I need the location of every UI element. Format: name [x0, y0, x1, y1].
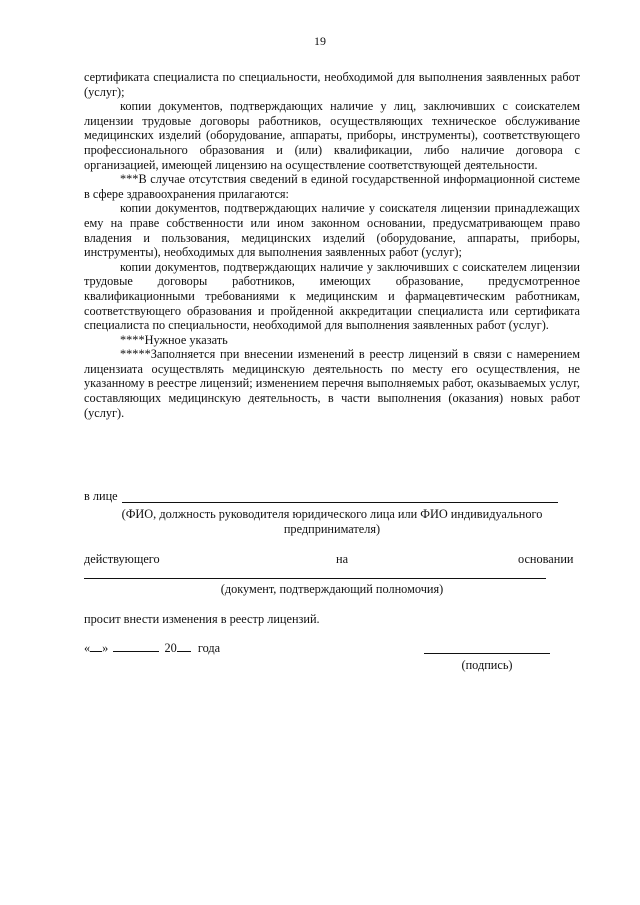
- fio-caption-line1: (ФИО, должность руководителя юридического лица или ФИО индивидуального: [121, 507, 543, 521]
- date-close-quote: »: [102, 641, 109, 655]
- footnote-fill-rule: *****Заполняется при внесении изменений в реестр лицензий в связи с намерением лицензиата осуществлять медицинскую деятельность по месту его осуществления, не указанному в реестре лицензий; изменением перечня выполняемых работ, оказываемых услуг, составляющих медицинскую деятельность, в части выполнения (оказания) новых работ (услуг).: [84, 347, 580, 420]
- paragraph: копии документов, подтверждающих наличие у заключивших с соискателем лицензии трудовые договоры работников, имеющих образование, предусмотренное квалификационными требованиями к медицинским и фармацевтическим работникам, соответствующего образования и пройденной аккредитации специалиста или сертификата специалиста по специальности, необходимой для выполнения заявленных работ (услуг).: [84, 259, 580, 333]
- fio-caption-line2: предпринимателя): [283, 522, 381, 536]
- document-body: [84, 70, 580, 420]
- paragraph: ***В случае отсутствия сведений в единой государственной информационной системе в сфере здравоохранения прилагаются:: [84, 172, 580, 201]
- year-suffix: года: [197, 641, 221, 655]
- paragraph: копии документов, подтверждающих наличие у соискателя лицензии принадлежащих ему на праве собственности или ином законном основании, предусматривающем право владения и пользования, медицинских изделий (оборудование, аппараты, приборы, инструменты), необходимых для выполнения заявленных работ (услуг);: [84, 201, 580, 260]
- day-input[interactable]: [90, 641, 102, 652]
- year-input[interactable]: [177, 641, 191, 652]
- date-field: [84, 641, 220, 656]
- footnote-needed: ****Нужное указать: [120, 332, 228, 347]
- page-number: 19: [314, 34, 326, 48]
- year-prefix: 20: [164, 641, 177, 655]
- month-input[interactable]: [113, 641, 159, 652]
- document-caption: (документ, подтверждающий полномочия): [220, 582, 444, 596]
- acting-label: действующего: [84, 552, 160, 566]
- paragraph: сертификата специалиста по специальности, необходимой для выполнения заявленных работ (услуг);: [84, 70, 580, 99]
- paragraph: копии документов, подтверждающих наличие у лиц, заключивших с соискателем лицензии трудовые договоры работников, осуществляющих техническое обслуживание медицинских изделий (оборудование, аппараты, приборы, инструменты), соответствующего профессионального образования и (или) квалификации, либо наличие договора с организацией, имеющей лицензию на осуществление соответствующей деятельности.: [84, 99, 580, 172]
- on-label: на: [336, 552, 349, 566]
- signature-caption: (подпись): [461, 658, 513, 672]
- representative-name-field[interactable]: [122, 502, 558, 503]
- authority-document-field[interactable]: [84, 578, 546, 579]
- signature-field[interactable]: [424, 653, 550, 654]
- date-open-quote: «: [84, 641, 91, 655]
- in-person-label: в лице: [84, 489, 118, 503]
- request-text: просит внести изменения в реестр лицензий.: [84, 612, 320, 626]
- basis-label: основании: [518, 552, 574, 566]
